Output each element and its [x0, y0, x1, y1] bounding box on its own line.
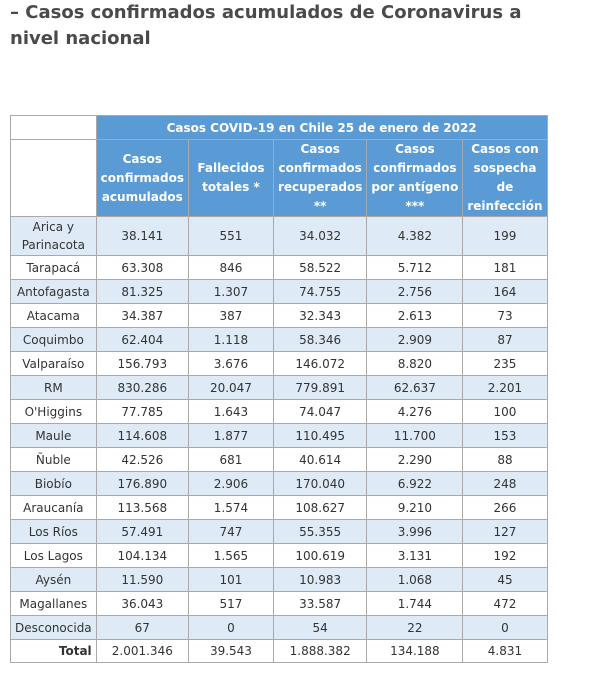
region-cell: Biobío [11, 472, 97, 496]
recovered-cell: 170.040 [273, 472, 366, 496]
confirmed-cell: 77.785 [96, 400, 188, 424]
confirmed-cell: 830.286 [96, 376, 188, 400]
recovered-cell: 33.587 [273, 592, 366, 616]
column-header-confirmed: Casos confirmados acumulados [96, 140, 188, 217]
column-header-antigen: Casos confirmados por antígeno *** [367, 140, 463, 217]
table-row [11, 424, 548, 448]
region-cell: Los Ríos [11, 520, 97, 544]
table-row [11, 376, 548, 400]
confirmed-cell: 81.325 [96, 280, 188, 304]
total-row [11, 640, 548, 663]
antigen-cell: 62.637 [367, 376, 463, 400]
confirmed-cell: 176.890 [96, 472, 188, 496]
region-cell: Valparaíso [11, 352, 97, 376]
page-heading: – Casos confirmados acumulados de Coronavirus a nivel nacional [10, 2, 522, 49]
region-cell: Ñuble [11, 448, 97, 472]
region-cell: Atacama [11, 304, 97, 328]
recovered-cell: 74.047 [273, 400, 366, 424]
deceased-cell: 1.574 [188, 496, 273, 520]
deceased-cell: 551 [188, 217, 273, 256]
reinfection-cell: 73 [463, 304, 547, 328]
reinfection-cell: 100 [463, 400, 547, 424]
antigen-cell: 22 [367, 616, 463, 640]
antigen-cell: 1.068 [367, 568, 463, 592]
deceased-cell: 1.565 [188, 544, 273, 568]
recovered-cell: 10.983 [273, 568, 366, 592]
recovered-cell: 32.343 [273, 304, 366, 328]
table-row [11, 472, 548, 496]
confirmed-cell: 36.043 [96, 592, 188, 616]
antigen-cell: 5.712 [367, 256, 463, 280]
reinfection-cell: 472 [463, 592, 547, 616]
confirmed-cell: 63.308 [96, 256, 188, 280]
reinfection-cell: 266 [463, 496, 547, 520]
recovered-cell: 40.614 [273, 448, 366, 472]
antigen-cell: 2.756 [367, 280, 463, 304]
antigen-cell: 4.382 [367, 217, 463, 256]
covid-table [10, 115, 548, 663]
region-cell: Arica y Parinacota [11, 217, 97, 256]
antigen-cell: 11.700 [367, 424, 463, 448]
deceased-cell: 20.047 [188, 376, 273, 400]
reinfection-cell: 235 [463, 352, 547, 376]
total-deceased-cell: 39.543 [188, 640, 273, 663]
reinfection-cell: 0 [463, 616, 547, 640]
region-cell: O'Higgins [11, 400, 97, 424]
region-cell: Tarapacá [11, 256, 97, 280]
confirmed-cell: 38.141 [96, 217, 188, 256]
antigen-cell: 3.996 [367, 520, 463, 544]
table-row [11, 352, 548, 376]
recovered-cell: 779.891 [273, 376, 366, 400]
column-header-reinfection: Casos con sospecha de reinfección [463, 140, 547, 217]
table-row [11, 496, 548, 520]
table-row [11, 256, 548, 280]
table-row [11, 544, 548, 568]
table-row [11, 568, 548, 592]
confirmed-cell: 42.526 [96, 448, 188, 472]
recovered-cell: 74.755 [273, 280, 366, 304]
deceased-cell: 387 [188, 304, 273, 328]
table-row [11, 616, 548, 640]
confirmed-cell: 67 [96, 616, 188, 640]
table-row [11, 592, 548, 616]
antigen-cell: 6.922 [367, 472, 463, 496]
antigen-cell: 8.820 [367, 352, 463, 376]
total-confirmed-cell: 2.001.346 [96, 640, 188, 663]
antigen-cell: 3.131 [367, 544, 463, 568]
deceased-cell: 747 [188, 520, 273, 544]
antigen-cell: 2.613 [367, 304, 463, 328]
column-header-recovered: Casos confirmados recuperados ** [273, 140, 366, 217]
antigen-cell: 2.290 [367, 448, 463, 472]
table-row [11, 448, 548, 472]
table-corner-cell [11, 140, 97, 217]
antigen-cell: 4.276 [367, 400, 463, 424]
reinfection-cell: 181 [463, 256, 547, 280]
table-corner-cell [11, 116, 97, 140]
antigen-cell: 1.744 [367, 592, 463, 616]
recovered-cell: 58.346 [273, 328, 366, 352]
deceased-cell: 101 [188, 568, 273, 592]
region-cell: Araucanía [11, 496, 97, 520]
total-antigen-cell: 134.188 [367, 640, 463, 663]
region-cell: Aysén [11, 568, 97, 592]
table-row [11, 328, 548, 352]
reinfection-cell: 248 [463, 472, 547, 496]
confirmed-cell: 104.134 [96, 544, 188, 568]
table-row [11, 280, 548, 304]
confirmed-cell: 62.404 [96, 328, 188, 352]
recovered-cell: 58.522 [273, 256, 366, 280]
total-recovered-cell: 1.888.382 [273, 640, 366, 663]
table-title: Casos COVID-19 en Chile 25 de enero de 2022 [96, 116, 547, 140]
antigen-cell: 9.210 [367, 496, 463, 520]
region-cell: RM [11, 376, 97, 400]
region-cell: Coquimbo [11, 328, 97, 352]
region-cell: Desconocida [11, 616, 97, 640]
region-cell: Magallanes [11, 592, 97, 616]
confirmed-cell: 11.590 [96, 568, 188, 592]
recovered-cell: 55.355 [273, 520, 366, 544]
reinfection-cell: 87 [463, 328, 547, 352]
confirmed-cell: 57.491 [96, 520, 188, 544]
reinfection-cell: 164 [463, 280, 547, 304]
table-row [11, 400, 548, 424]
region-cell: Antofagasta [11, 280, 97, 304]
recovered-cell: 100.619 [273, 544, 366, 568]
reinfection-cell: 127 [463, 520, 547, 544]
deceased-cell: 846 [188, 256, 273, 280]
deceased-cell: 681 [188, 448, 273, 472]
table-row [11, 217, 548, 256]
total-label: Total [11, 640, 97, 663]
deceased-cell: 517 [188, 592, 273, 616]
table-row [11, 520, 548, 544]
table-body [11, 217, 548, 663]
reinfection-cell: 2.201 [463, 376, 547, 400]
deceased-cell: 1.877 [188, 424, 273, 448]
reinfection-cell: 88 [463, 448, 547, 472]
confirmed-cell: 114.608 [96, 424, 188, 448]
region-cell: Maule [11, 424, 97, 448]
recovered-cell: 34.032 [273, 217, 366, 256]
recovered-cell: 146.072 [273, 352, 366, 376]
deceased-cell: 1.307 [188, 280, 273, 304]
recovered-cell: 54 [273, 616, 366, 640]
antigen-cell: 2.909 [367, 328, 463, 352]
recovered-cell: 110.495 [273, 424, 366, 448]
deceased-cell: 1.643 [188, 400, 273, 424]
reinfection-cell: 192 [463, 544, 547, 568]
deceased-cell: 2.906 [188, 472, 273, 496]
column-header-deceased: Fallecidos totales * [188, 140, 273, 217]
deceased-cell: 0 [188, 616, 273, 640]
reinfection-cell: 153 [463, 424, 547, 448]
table-row [11, 304, 548, 328]
confirmed-cell: 113.568 [96, 496, 188, 520]
recovered-cell: 108.627 [273, 496, 366, 520]
total-reinfection-cell: 4.831 [463, 640, 547, 663]
deceased-cell: 3.676 [188, 352, 273, 376]
region-cell: Los Lagos [11, 544, 97, 568]
confirmed-cell: 156.793 [96, 352, 188, 376]
reinfection-cell: 199 [463, 217, 547, 256]
deceased-cell: 1.118 [188, 328, 273, 352]
confirmed-cell: 34.387 [96, 304, 188, 328]
reinfection-cell: 45 [463, 568, 547, 592]
